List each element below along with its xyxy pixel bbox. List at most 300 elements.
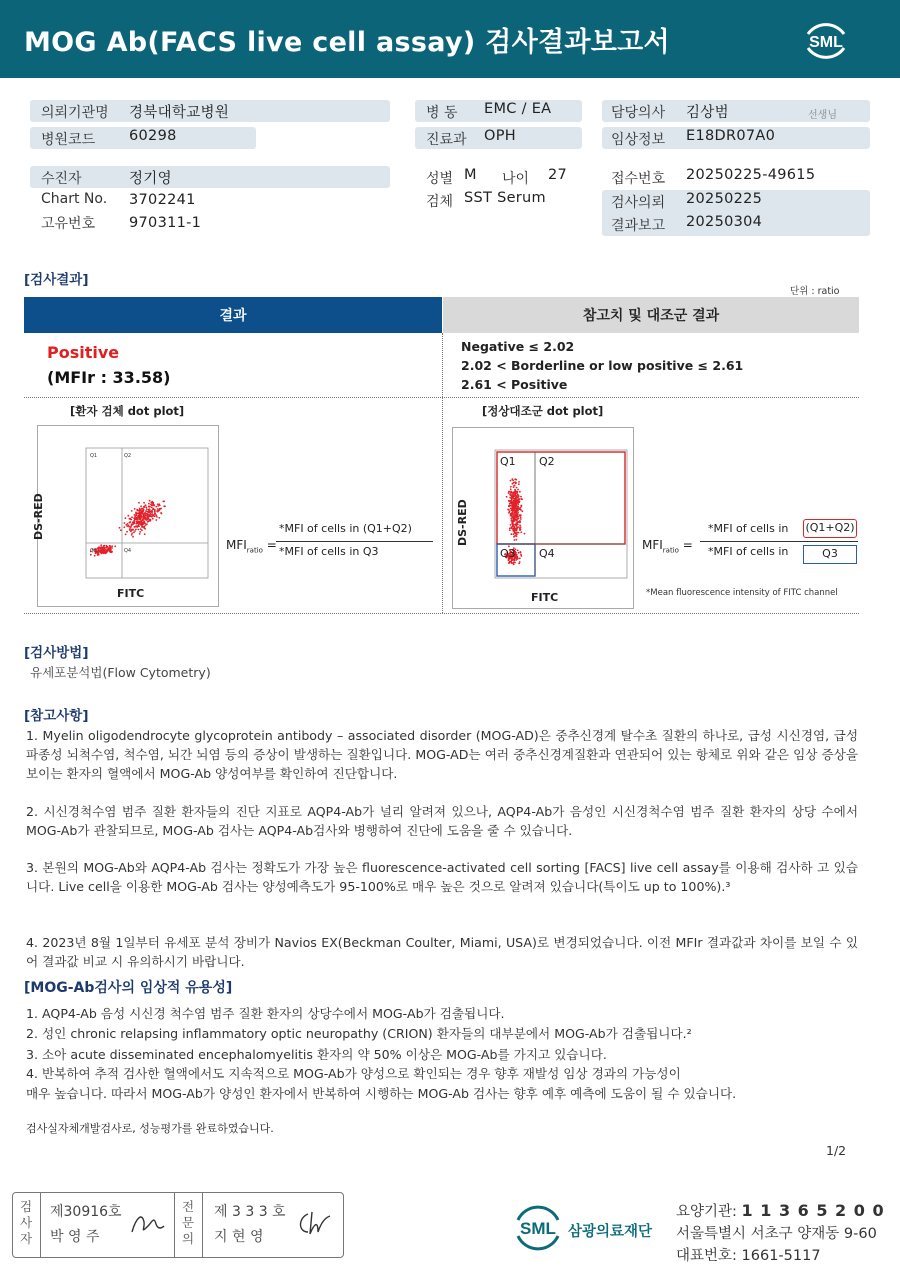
scatter-dot — [515, 510, 517, 512]
header-logo-text: SML — [809, 34, 843, 51]
scatter-dot — [509, 503, 511, 505]
scatter-dot — [518, 499, 520, 501]
scatter-dot — [125, 534, 127, 536]
scatter-dot — [515, 493, 517, 495]
scatter-dot — [130, 521, 132, 523]
scatter-dot — [513, 485, 515, 487]
scatter-dot — [120, 529, 122, 531]
scatter-dot — [521, 510, 523, 512]
care-institution: 요양기관: 1 1 3 6 5 2 0 0 — [676, 1201, 885, 1220]
scatter-dot — [517, 518, 519, 520]
scatter-dot — [517, 509, 519, 511]
scatter-dot — [143, 521, 145, 523]
scatter-dot — [131, 516, 133, 518]
scatter-dot — [513, 514, 515, 516]
scatter-dot — [512, 493, 514, 495]
sex-value: M — [464, 167, 477, 183]
scatter-dot — [152, 518, 154, 520]
scatter-dot — [90, 554, 92, 556]
scatter-dot — [520, 526, 522, 528]
scatter-dot — [141, 516, 143, 518]
unique-label: 고유번호 — [41, 216, 96, 232]
control-q4-label: Q4 — [539, 547, 555, 560]
scatter-dot — [517, 489, 519, 491]
scatter-dot — [513, 563, 515, 565]
scatter-dot — [147, 513, 149, 515]
scatter-dot — [515, 513, 517, 515]
specimen-value: SST Serum — [464, 190, 546, 206]
specialist-name: 지 현 영 — [214, 1229, 264, 1245]
scatter-dot — [139, 531, 141, 533]
scatter-dot — [110, 551, 112, 553]
scatter-dot — [133, 526, 135, 528]
scatter-dot — [148, 516, 150, 518]
request-value: 20250225 — [686, 191, 763, 207]
scatter-dot — [517, 524, 519, 526]
reference-header: 참고치 및 대조군 결과 — [443, 297, 859, 333]
scatter-dot — [159, 505, 161, 507]
patient-x-axis: FITC — [117, 587, 145, 600]
note-paragraph-1: 1. Myelin oligodendrocyte glycoprotein antibody – associated disorder (MOG-AD)은 중추신경계 탈수초 질환의 하나로, 급성 시신경염, 급성파종성 뇌척수염, 척수염, 뇌간 뇌염 등의 증상이 발생하는 질환입니다. MOG-AD는 여러 중추신경계질환과 연관되어 있는 항체로 위와 같은 임상 증상을 보이는 환자의 혈액에서 MOG-Ab 양성여부를 확인하여 진단합니다. — [26, 728, 858, 781]
tester-signature-icon — [128, 1208, 166, 1240]
org-logo-text: SML — [520, 1219, 556, 1238]
scatter-dot — [518, 496, 520, 498]
scatter-dot — [518, 521, 520, 523]
reference-ranges — [461, 337, 743, 394]
patient-row — [30, 166, 390, 188]
scatter-dot — [515, 498, 517, 500]
scatter-dot — [138, 521, 140, 523]
method-section-title: [검사방법] — [24, 645, 89, 661]
patient-mfi-label: $MFI_{ratio}$ = — [226, 538, 277, 555]
ward-label: 병 동 — [426, 105, 458, 121]
scatter-dot — [137, 529, 139, 531]
scatter-dot — [135, 514, 137, 516]
scatter-dot — [135, 523, 137, 525]
scatter-dot — [519, 524, 521, 526]
scatter-dot — [515, 490, 517, 492]
scatter-dot — [158, 510, 160, 512]
doctor-value: 김상범 — [686, 105, 729, 121]
specimen-label: 검체 — [426, 194, 454, 210]
scatter-dot — [516, 492, 518, 494]
scatter-dot — [101, 547, 103, 549]
scatter-dot — [114, 545, 116, 547]
scatter-dot — [123, 526, 125, 528]
q1-label: Q1 — [90, 453, 98, 459]
scatter-dot — [127, 523, 129, 525]
reference-line: 2.61 < Positive — [461, 377, 568, 392]
scatter-dot — [510, 524, 512, 526]
patient-plot-title: [환자 검체 dot plot] — [70, 404, 185, 418]
scatter-dot — [103, 545, 105, 547]
scatter-dot — [147, 521, 149, 523]
scatter-dot — [512, 525, 514, 527]
scatter-dot — [508, 491, 510, 493]
chart-label: Chart No. — [41, 191, 108, 207]
seal-divider — [202, 1192, 203, 1258]
scatter-dot — [154, 511, 156, 513]
scatter-dot — [150, 504, 152, 506]
scatter-dot — [510, 488, 512, 490]
sml-logo-icon — [800, 14, 852, 66]
result-mfir: (MFIr : 33.58) — [47, 368, 171, 387]
control-formula-line — [700, 541, 858, 542]
scatter-dot — [143, 527, 145, 529]
org-name: 삼광의료재단 — [568, 1224, 653, 1240]
scatter-dot — [146, 515, 148, 517]
sex-label: 성별 — [426, 171, 454, 187]
scatter-dot — [519, 558, 521, 560]
scatter-dot — [144, 514, 146, 516]
patient-dot-plot-svg — [38, 426, 218, 606]
scatter-dot — [510, 533, 512, 535]
scatter-dot — [103, 548, 105, 550]
scatter-dot — [146, 506, 148, 508]
scatter-dot — [139, 521, 141, 523]
scatter-dot — [144, 506, 146, 508]
specialist-signature-icon — [294, 1206, 338, 1240]
scatter-dot — [134, 508, 136, 510]
scatter-dot — [155, 506, 157, 508]
clinical-item: 매우 높습니다. 따라서 MOG-Ab가 양성인 환자에서 반복하여 시행하는 MOG-Ab 검사는 향후 예후 예측에 도움이 될 수 있습니다. — [26, 1086, 737, 1101]
sml-org-logo-icon — [512, 1200, 564, 1256]
scatter-dot — [131, 525, 133, 527]
scatter-dot — [151, 501, 153, 503]
scatter-dot — [509, 511, 511, 513]
scatter-dot — [512, 501, 514, 503]
scatter-dot — [130, 530, 132, 532]
scatter-dot — [129, 528, 131, 530]
report-date-value: 20250304 — [686, 214, 763, 230]
scatter-dot — [516, 496, 518, 498]
note-paragraph-2: 2. 시신경척수염 범주 질환 환자들의 진단 지표로 AQP4-Ab가 널리 알려져 있으나, AQP4-Ab가 음성인 시신경척수염 범주 질환 환자의 상당 수에서 MOG-Ab가 관찰되므로, MOG-Ab 검사는 AQP4-Ab검사와 병행하여 진단에 도움을 줄 수 있습니다. — [26, 804, 858, 838]
scatter-dot — [149, 506, 151, 508]
scatter-dot — [520, 531, 522, 533]
plot-bottom-divider — [24, 613, 859, 614]
department-value: OPH — [484, 128, 516, 144]
scatter-dot — [508, 562, 510, 564]
scatter-dot — [515, 520, 517, 522]
scatter-dot — [98, 546, 100, 548]
control-q2-label: Q2 — [539, 455, 555, 468]
scatter-dot — [510, 491, 512, 493]
scatter-dot — [521, 498, 523, 500]
chart-value: 3702241 — [129, 192, 196, 208]
scatter-dot — [509, 529, 511, 531]
tester-license: 제30916호 — [50, 1204, 122, 1220]
scatter-dot — [149, 500, 151, 502]
scatter-dot — [139, 516, 141, 518]
scatter-dot — [109, 547, 111, 549]
scatter-dot — [146, 508, 148, 510]
scatter-dot — [152, 508, 154, 510]
scatter-dot — [106, 547, 108, 549]
control-x-axis: FITC — [531, 591, 559, 604]
scatter-dot — [136, 526, 138, 528]
scatter-dot — [150, 516, 152, 518]
tester-label: 검 사 자 — [19, 1199, 33, 1246]
scatter-dot — [516, 502, 518, 504]
age-value: 27 — [548, 167, 568, 183]
scatter-dot — [132, 536, 134, 538]
reference-line: Negative ≤ 2.02 — [461, 339, 575, 354]
scatter-dot — [151, 507, 153, 509]
scatter-dot — [104, 551, 106, 553]
seal-divider — [174, 1192, 175, 1258]
scatter-dot — [512, 505, 514, 507]
ward-value: EMC / EA — [484, 101, 552, 117]
scatter-dot — [512, 527, 514, 529]
plot-divider — [24, 397, 859, 398]
scatter-dot — [514, 518, 516, 520]
scatter-dot — [148, 503, 150, 505]
scatter-dot — [158, 517, 160, 519]
scatter-dot — [520, 505, 522, 507]
scatter-dot — [111, 545, 113, 547]
scatter-dot — [136, 509, 138, 511]
scatter-dot — [506, 496, 508, 498]
scatter-dot — [520, 509, 522, 511]
validation-note: 검사실자체개발검사로, 성능평가를 완료하였습니다. — [26, 1122, 274, 1135]
scatter-dot — [518, 526, 520, 528]
scatter-dot — [516, 539, 518, 541]
scatter-dot — [510, 486, 512, 488]
scatter-dot — [135, 529, 137, 531]
patient-label: 수진자 — [41, 171, 82, 187]
scatter-dot — [144, 519, 146, 521]
scatter-dot — [518, 563, 520, 565]
institution-value: 경북대학교병원 — [129, 105, 230, 121]
scatter-dot — [512, 483, 514, 485]
scatter-dot — [141, 526, 143, 528]
scatter-dot — [144, 533, 146, 535]
clinical-section-title: [MOG-Ab검사의 임상적 유용성] — [24, 980, 233, 996]
scatter-dot — [507, 509, 509, 511]
receipt-value: 20250225-49615 — [686, 167, 816, 183]
scatter-dot — [147, 518, 149, 520]
clinical-item: 2. 성인 chronic relapsing inflammatory optic neuropathy (CRION) 환자들의 대부분에서 MOG-Ab가 검출됩니다.² — [26, 1026, 692, 1041]
scatter-dot — [517, 550, 519, 552]
org-phone: 대표번호: 1661-5117 — [676, 1248, 821, 1264]
scatter-dot — [109, 545, 111, 547]
institution-label: 의뢰기관명 — [41, 105, 109, 121]
specialist-label: 전 문 의 — [181, 1199, 195, 1246]
q2-label: Q2 — [124, 453, 132, 459]
page-number: 1/2 — [826, 1143, 847, 1158]
seal-divider — [40, 1192, 41, 1258]
control-plot-title: [정상대조군 dot plot] — [482, 404, 604, 418]
scatter-dot — [142, 508, 144, 510]
note-paragraph-4: 4. 2023년 8월 1일부터 유세포 분석 장비가 Navios EX(Beckman Coulter, Miami, USA)로 변경되었습니다. 이전 MFIr 결과값과 차이를 보일 수 있어 결과값 비교 시 유의하시기 바랍니다. — [26, 935, 858, 969]
patient-dot-plot — [37, 425, 219, 607]
control-dot-plot — [452, 427, 634, 609]
q3-label: Q3 — [90, 548, 98, 554]
scatter-dot — [518, 483, 520, 485]
scatter-dot — [510, 480, 512, 482]
doctor-suffix: 선생님 — [808, 110, 837, 121]
scatter-dot — [516, 556, 518, 558]
scatter-dot — [154, 509, 156, 511]
scatter-dot — [157, 508, 159, 510]
scatter-dot — [144, 512, 146, 514]
scatter-dot — [511, 496, 513, 498]
scatter-dot — [515, 479, 517, 481]
scatter-dot — [143, 502, 145, 504]
scatter-dot — [515, 522, 517, 524]
scatter-dot — [132, 523, 134, 525]
scatter-dot — [514, 539, 516, 541]
clinical-item: 1. AQP4-Ab 음성 시신경 척수염 범주 질환 환자의 상당수에서 MOG-Ab가 검출됩니다. — [26, 1006, 505, 1021]
scatter-dot — [518, 481, 520, 483]
scatter-dot — [519, 501, 521, 503]
hospital-code-value: 60298 — [129, 128, 177, 144]
clinical-item: 4. 반복하여 추적 검사한 혈액에서도 지속적으로 MOG-Ab가 양성으로 확인되는 경우 향후 재발성 임상 경과의 가능성이 — [26, 1066, 681, 1081]
request-label: 검사의뢰 — [611, 195, 666, 211]
scatter-dot — [512, 480, 514, 482]
reference-line: 2.02 < Borderline or low positive ≤ 2.61 — [461, 358, 744, 373]
scatter-dot — [100, 544, 102, 546]
patient-value: 정기영 — [129, 171, 172, 187]
scatter-dot — [149, 511, 151, 513]
patient-formula-line — [276, 541, 433, 542]
scatter-dot — [510, 514, 512, 516]
control-dot-plot-svg — [453, 428, 633, 608]
scatter-dot — [131, 534, 133, 536]
scatter-dot — [140, 505, 142, 507]
scatter-dot — [520, 552, 522, 554]
control-formula-denominator: *MFI of cells in — [708, 545, 789, 558]
department-label: 진료과 — [426, 132, 467, 148]
scatter-dot — [94, 555, 96, 557]
patient-formula-numerator: *MFI of cells in (Q1+Q2) — [279, 522, 412, 535]
q4-label: Q4 — [124, 548, 132, 554]
scatter-dot — [519, 529, 521, 531]
scatter-dot — [160, 512, 162, 514]
scatter-dot — [513, 509, 515, 511]
clinical-item: 3. 소아 acute disseminated encephalomyelitis 환자의 약 50% 이상은 MOG-Ab를 가지고 있습니다. — [26, 1047, 607, 1062]
scatter-dot — [140, 512, 142, 514]
unique-value: 970311-1 — [129, 215, 202, 231]
scatter-dot — [516, 525, 518, 527]
scatter-dot — [516, 530, 518, 532]
scatter-dot — [129, 518, 131, 520]
patient-formula-denominator: *MFI of cells in Q3 — [279, 545, 379, 558]
scatter-dot — [125, 517, 127, 519]
scatter-dot — [146, 523, 148, 525]
org-address: 서울특별시 서초구 양재동 9-60 — [676, 1226, 877, 1242]
clinical-info-label: 임상정보 — [611, 132, 666, 148]
scatter-dot — [134, 518, 136, 520]
scatter-dot — [519, 515, 521, 517]
receipt-label: 접수번호 — [611, 171, 666, 187]
specialist-license: 제 3 3 3 호 — [214, 1204, 286, 1220]
scatter-dot — [511, 522, 513, 524]
scatter-dot — [521, 555, 523, 557]
scatter-dot — [124, 522, 126, 524]
scatter-dot — [513, 533, 515, 535]
scatter-dot — [151, 510, 153, 512]
control-formula-numerator: *MFI of cells in — [708, 522, 789, 535]
method-text: 유세포분석법(Flow Cytometry) — [30, 665, 211, 680]
scatter-dot — [106, 552, 108, 554]
mfi-footnote: *Mean fluorescence intensity of FITC channel — [646, 588, 838, 598]
result-header: 결과 — [24, 297, 442, 333]
scatter-dot — [155, 519, 157, 521]
control-q1-label: Q1 — [500, 455, 516, 468]
scatter-dot — [520, 518, 522, 520]
scatter-dot — [154, 515, 156, 517]
scatter-dot — [518, 552, 520, 554]
scatter-dot — [134, 514, 136, 516]
control-q3-label: Q3 — [500, 547, 516, 560]
scatter-dot — [512, 529, 514, 531]
scatter-dot — [133, 532, 135, 534]
scatter-dot — [514, 535, 516, 537]
control-y-axis: DS-RED — [456, 499, 469, 546]
scatter-dot — [164, 506, 166, 508]
age-label: 나이 — [502, 171, 530, 187]
scatter-dot — [156, 516, 158, 518]
control-mfi-label: $MFI_{ratio}$ = — [642, 538, 693, 555]
report-date-label: 결과보고 — [611, 218, 666, 234]
scatter-dot — [513, 561, 515, 563]
scatter-dot — [142, 510, 144, 512]
scatter-dot — [515, 483, 517, 485]
scatter-dot — [145, 510, 147, 512]
scatter-dot — [524, 533, 526, 535]
scatter-dot — [152, 504, 154, 506]
patient-y-axis: DS-RED — [32, 493, 45, 540]
scatter-dot — [139, 518, 141, 520]
scatter-dot — [511, 562, 513, 564]
scatter-dot — [157, 503, 159, 505]
scatter-dot — [131, 510, 133, 512]
scatter-dot — [126, 531, 128, 533]
scatter-dot — [516, 534, 518, 536]
scatter-dot — [131, 532, 133, 534]
scatter-dot — [157, 511, 159, 513]
note-paragraph-3: 3. 본원의 MOG-Ab와 AQP4-Ab 검사는 정확도가 가장 높은 fluorescence-activated cell sorting [FACS] live cell assay를 이용해 검사하 고 있습니다. Live cell을 이용한 MOG-Ab 검사는 양성예측도가 95-100%로 매우 높은 것으로 알려져 있습니다(특이도 up to 100%).³ — [26, 860, 858, 894]
scatter-dot — [152, 514, 154, 516]
scatter-dot — [514, 495, 516, 497]
scatter-dot — [127, 515, 129, 517]
unit-label: 단위 : ratio — [790, 286, 840, 297]
scatter-dot — [142, 519, 144, 521]
scatter-dot — [517, 514, 519, 516]
scatter-dot — [509, 528, 511, 530]
scatter-dot — [140, 523, 142, 525]
clinical-info-value: E18DR07A0 — [686, 128, 776, 144]
control-denominator-box: Q3 — [803, 545, 857, 564]
scatter-dot — [514, 531, 516, 533]
doctor-label: 담당의사 — [611, 105, 666, 121]
scatter-dot — [509, 500, 511, 502]
scatter-dot — [520, 517, 522, 519]
scatter-dot — [119, 527, 121, 529]
scatter-dot — [519, 491, 521, 493]
scatter-dot — [135, 512, 137, 514]
scatter-dot — [513, 486, 515, 488]
control-numerator-box: (Q1+Q2) — [803, 519, 857, 538]
scatter-dot — [138, 502, 140, 504]
scatter-dot — [139, 533, 141, 535]
scatter-dot — [140, 528, 142, 530]
scatter-dot — [163, 501, 165, 503]
scatter-dot — [517, 494, 519, 496]
hospital-code-label: 병원코드 — [41, 132, 96, 148]
scatter-dot — [97, 552, 99, 554]
